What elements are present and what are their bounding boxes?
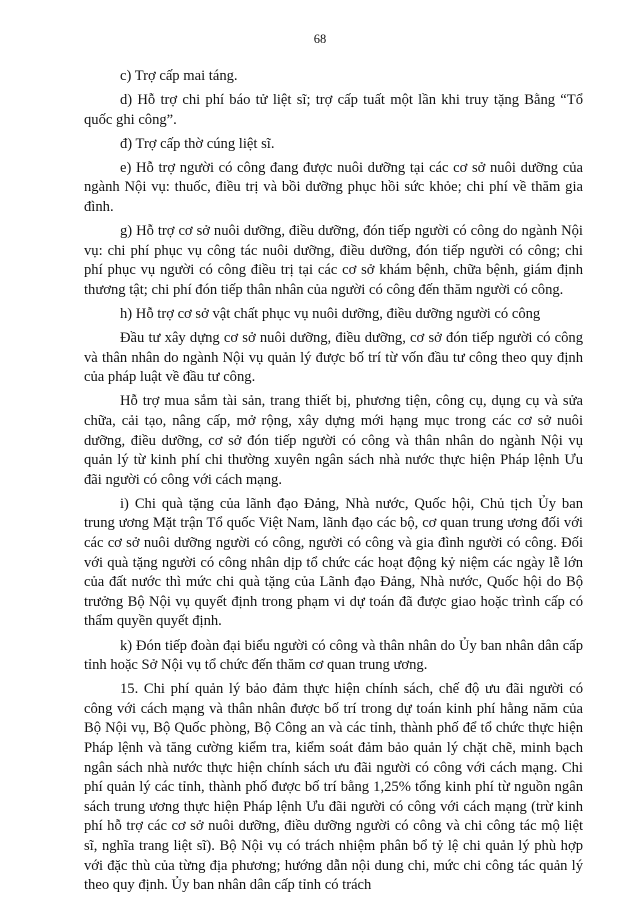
paragraph-15-management-costs: 15. Chi phí quản lý bảo đảm thực hiện chính sách, chế độ ưu đãi người có công với cách mạng và thân nhân được bố trí trong dự toán kinh phí hằng năm của Bộ Nội vụ, Bộ Quốc phòng, Bộ Công an và các tỉnh, thành phố để tổ chức thực hiện Pháp lệnh và tăng cường kiểm tra, kiểm soát đảm bảo quản lý chặt chẽ, minh bạch ngân sách nhà nước thực hiện chính sách ưu đãi người có công với cách mạng. Chi phí quản lý các tỉnh, thành phố được bố trí bằng 1,25% tổng kinh phí từ nguồn ngân sách trung ương thực hiện Pháp lệnh Ưu đãi người có công với cách mạng (trừ kinh phí hỗ trợ các cơ sở nuôi dưỡng, điều dưỡng người có công và chi công tác mộ liệt sĩ, nghĩa trang liệt sĩ). Bộ Nội vụ có trách nhiệm phân bổ tỷ lệ chi quản lý phù hợp với đặc thù của từng địa phương; hướng dẫn nội dung chi, mức chi công tác quản lý theo quy định. Ủy ban nhân dân cấp tỉnh có trách (84, 681, 583, 894)
paragraph-e-care-support: e) Hỗ trợ người có công đang được nuôi dưỡng tại các cơ sở nuôi dưỡng của ngành Nội vụ: thuốc, điều trị và bồi dưỡng phục hồi sức khỏe; chi phí về thăm gia đình. (84, 159, 583, 216)
paragraph-equipment-purchase: Hỗ trợ mua sắm tài sản, trang thiết bị, phương tiện, công cụ, dụng cụ và sửa chữa, cải tạo, nâng cấp, mở rộng, xây dựng mới hạng mục trong các cơ sở nuôi dưỡng, điều dưỡng, cơ sở đón tiếp người có công và thân nhân do ngành Nội vụ quản lý từ kinh phí chi thường xuyên ngân sách nhà nước thực hiện Pháp lệnh Ưu đãi người có công với cách mạng. (84, 393, 583, 488)
paragraph-h-infrastructure-support: h) Hỗ trợ cơ sở vật chất phục vụ nuôi dưỡng, điều dưỡng người có công (120, 306, 541, 323)
paragraph-dd-worship-allowance: đ) Trợ cấp thờ cúng liệt sĩ. (120, 135, 275, 152)
paragraph-d-martyr-notice-support: d) Hỗ trợ chi phí báo tử liệt sĩ; trợ cấp tuất một lần khi truy tặng Bằng “Tổ quốc ghi công”. (84, 92, 583, 128)
paragraph-g-facility-support: g) Hỗ trợ cơ sở nuôi dưỡng, điều dưỡng, đón tiếp người có công do ngành Nội vụ: chi phí phục vụ công tác nuôi dưỡng, điều dưỡng, đón tiếp người có công; chi phí phục vụ người có công điều trị tại các cơ sở khám bệnh, chữa bệnh, giám định thương tật; chi phí đón tiếp thân nhân của người có công đến thăm người có công. (84, 223, 583, 298)
page-number: 68 (313, 32, 327, 46)
paragraph-k-delegation-reception: k) Đón tiếp đoàn đại biểu người có công và thân nhân do Ủy ban nhân dân cấp tỉnh hoặc Sở Nội vụ tổ chức đến thăm cơ quan trung ương. (84, 637, 583, 674)
paragraph-c-funeral-allowance: c) Trợ cấp mai táng. (120, 68, 238, 84)
document-body (84, 67, 583, 900)
paragraph-construction-investment: Đầu tư xây dựng cơ sở nuôi dưỡng, điều dưỡng, cơ sở đón tiếp người có công và thân nhân do ngành Nội vụ quản lý được bố trí từ vốn đầu tư công theo quy định của pháp luật về đầu tư công. (84, 330, 583, 386)
paragraph-i-gifts: i) Chi quà tặng của lãnh đạo Đảng, Nhà nước, Quốc hội, Chủ tịch Ủy ban trung ương Mặt trận Tổ quốc Việt Nam, lãnh đạo các bộ, cơ quan trung ương đối với các cơ sở nuôi dưỡng người có công, người có công và gia đình người có công. Đối với quà tặng người có công nhân dịp tổ chức các hoạt động kỷ niệm các ngày lễ lớn của đất nước thì mức chi quà tặng của Lãnh đạo Đảng, Nhà nước, Quốc hội do Bộ trưởng Bộ Nội vụ quyết định trong phạm vi dự toán đã được giao hoặc trình cấp có thẩm quyền quyết định. (84, 495, 583, 630)
